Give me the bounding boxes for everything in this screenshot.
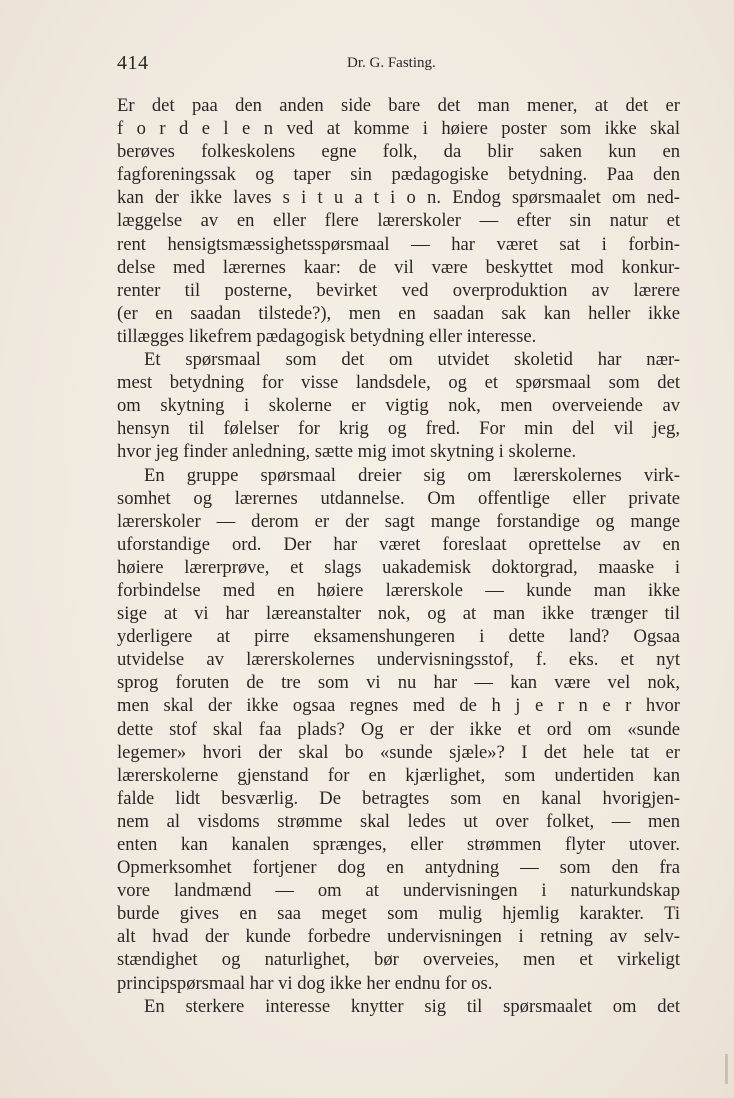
paragraph-start-line: En sterkere interesse knytter sig til spørsmaalet om det: [144, 995, 680, 1017]
text-line: fagforeningssak og taper sin pædagogiske betydning. Paa den: [117, 164, 680, 186]
text-line: tillægges likefrem pædagogisk betydning eller interesse.: [117, 325, 537, 347]
text-line: nem al visdoms strømme skal ledes ut over folket, — men: [117, 810, 680, 832]
text-line: falde lidt besværlig. De betragtes som en kanal hvorigjen-: [117, 787, 680, 809]
text-line: forbindelse med en høiere lærerskole — kunde man ikke: [117, 579, 680, 601]
text-line: kan der ikke laves s i t u a t i o n. Endog spørsmaalet om ned-: [117, 187, 680, 209]
text-line: hensyn til følelser for krig og fred. For min del vil jeg,: [117, 418, 680, 440]
text-line: alt hvad der kunde forbedre undervisningen i retning av selv-: [117, 926, 680, 948]
page-header: [117, 52, 680, 76]
text-line: vore landmænd — om at undervisningen i naturkundskap: [117, 880, 680, 902]
text-line: renter til posterne, bevirket ved overproduktion av lærere: [117, 279, 680, 301]
text-line: om skytning i skolerne er vigtig nok, men overveiende av: [117, 395, 680, 417]
text-line: dette stof skal faa plads? Og er der ikke et ord om «sunde: [117, 718, 680, 740]
paragraph-start-line: En gruppe spørsmaal dreier sig om lærerskolernes virk-: [144, 464, 680, 486]
text-line: Er det paa den anden side bare det man mener, at det er: [117, 95, 680, 116]
text-line: somhet og lærernes utdannelse. Om offentlige eller private: [117, 487, 680, 509]
text-line: uforstandige ord. Der har været foreslaat oprettelse av en: [117, 533, 680, 555]
page-number: 414: [117, 52, 149, 74]
text-line: sprog foruten de tre som vi nu har — kan være vel nok,: [117, 672, 680, 694]
text-line: utvidelse av lærerskolernes undervisningsstof, f. eks. et nyt: [117, 649, 680, 671]
text-line: rent hensigtsmæssighetsspørsmaal — har været sat i forbin-: [117, 233, 680, 255]
text-line: mest betydning for visse landsdele, og et spørsmaal som det: [117, 372, 680, 394]
body-text: [117, 94, 680, 1018]
text-line: yderligere at pirre eksamenshungeren i dette land? Ogsaa: [117, 626, 680, 648]
text-line: legemer» hvori der skal bo «sunde sjæle»? I det hele tat er: [117, 741, 680, 763]
text-line: læggelse av en eller flere lærerskoler — efter sin natur et: [117, 210, 680, 232]
text-line: Opmerksomhet fortjener dog en antydning — som den fra: [117, 857, 680, 879]
text-line: delse med lærernes kaar: de vil være beskyttet mod konkur-: [117, 256, 680, 278]
text-line: stændighet og naturlighet, bør overveies, men et virkeligt: [117, 949, 680, 971]
text-line: enten kan kanalen sprænges, eller strømmen flyter utover.: [117, 834, 680, 855]
text-line: (er en saadan tilstede?), men en saadan sak kan heller ikke: [117, 302, 680, 324]
text-line: sige at vi har læreanstalter nok, og at man ikke trænger til: [117, 603, 680, 625]
text-line: principspørsmaal har vi dog ikke her endnu for os.: [117, 972, 493, 994]
text-line: f o r d e l e n ved at komme i høiere poster som ikke skal: [117, 118, 680, 140]
text-line: men skal der ikke ogsaa regnes med de h j e r n e r hvor: [117, 695, 680, 717]
text-line: lærerskolerne gjenstand for en kjærlighet, som undertiden kan: [117, 764, 680, 786]
text-line: burde gives en saa meget som mulig hjemlig karakter. Ti: [117, 903, 680, 925]
running-head: Dr. G. Fasting.: [347, 55, 436, 71]
page-edge-mark: [725, 1054, 728, 1084]
text-line: hvor jeg finder anledning, sætte mig imot skytning i skolerne.: [117, 441, 577, 463]
text-line: høiere lærerprøve, et slags uakademisk doktorgrad, maaske i: [117, 556, 680, 578]
paragraph-start-line: Et spørsmaal som det om utvidet skoletid har nær-: [144, 349, 680, 371]
text-line: lærerskoler — derom er der sagt mange forstandige og mange: [117, 510, 680, 532]
text-line: berøves folkeskolens egne folk, da blir saken kun en: [117, 141, 680, 163]
